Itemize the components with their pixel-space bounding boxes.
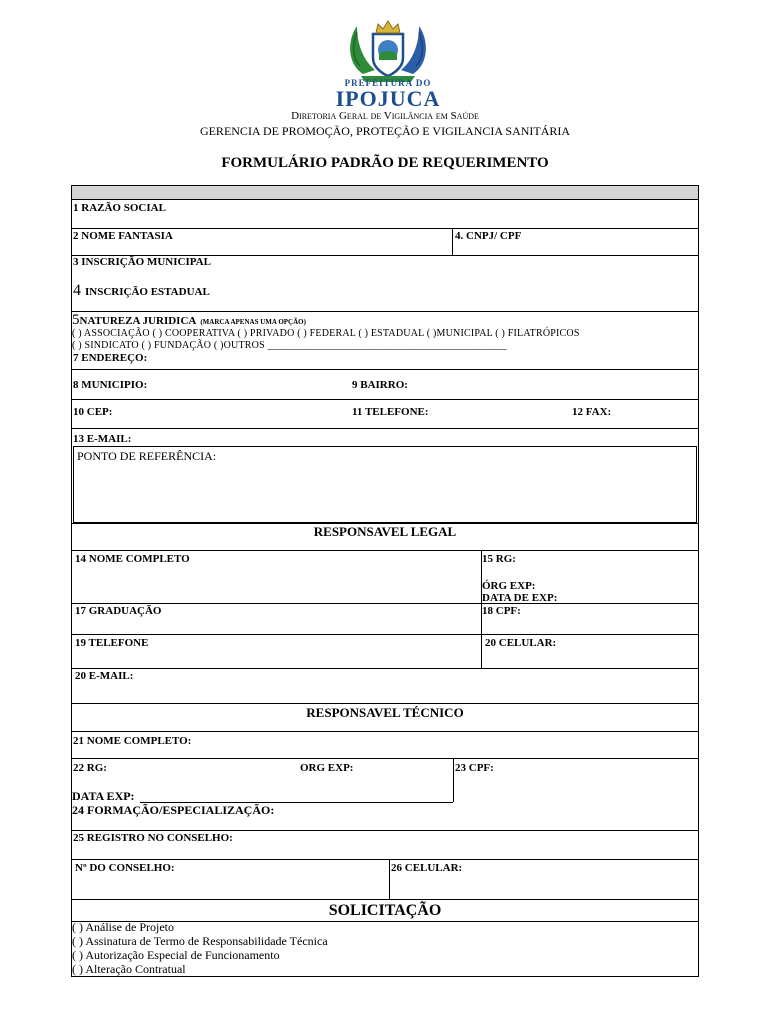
header-directorate: Diretoria Geral de Vigilância em Saúde <box>291 110 479 122</box>
tecnico-num-conselho-label: Nº DO CONSELHO: <box>75 862 175 874</box>
natureza-options-line1[interactable]: ( ) ASSOCIAÇÃO ( ) COOPERATIVA ( ) PRIVADO ( ) FEDERAL ( ) ESTADUAL ( )MUNICIPAL ( ) FILATRÓPICOS <box>72 328 580 339</box>
legal-data-exp-label: DATA DE EXP: <box>482 592 558 604</box>
inscricao-estadual-text: INSCRIÇÃO ESTADUAL <box>85 286 210 298</box>
responsavel-tecnico-title: RESPONSAVEL TÉCNICO <box>306 705 464 720</box>
tecnico-formacao-label: 24 FORMAÇÃO/ESPECIALIZAÇÃO: <box>72 803 275 817</box>
tecnico-org-exp-label: ORG EXP: <box>300 762 354 774</box>
header-department: GERENCIA DE PROMOÇÃO, PROTEÇÃO E VIGILANCIA SANITÁRIA <box>199 124 571 138</box>
responsavel-legal-title: RESPONSAVEL LEGAL <box>313 524 457 539</box>
tecnico-rg-label: 22 RG: <box>73 762 107 774</box>
email-label: 13 E-MAIL: <box>73 433 132 445</box>
form-top-bar <box>72 186 698 200</box>
solicitacao-item-termo-responsabilidade[interactable]: ( ) Assinatura de Termo de Responsabilidade Técnica <box>72 934 328 948</box>
solicitacao-item-analise-projeto[interactable]: ( ) Análise de Projeto <box>72 920 174 934</box>
natureza-number: 5 <box>72 312 80 328</box>
razao-social-label: 1 RAZÃO SOCIAL <box>73 202 166 214</box>
tecnico-cpf-label: 23 CPF: <box>455 762 494 774</box>
municipio-label: 8 MUNICIPIO: <box>73 379 148 391</box>
natureza-hint: (MARCA APENAS UMA OPÇÃO) <box>200 318 306 326</box>
legal-org-exp-label: ÓRG EXP: <box>482 580 536 592</box>
form-title: FORMULÁRIO PADRÃO DE REQUERIMENTO <box>221 155 549 171</box>
natureza-options-line2[interactable]: ( ) SINDICATO ( ) FUNDAÇÃO ( )OUTROS ______________________________________________ <box>72 340 507 351</box>
natureza-text: NATUREZA JURIDICA <box>79 315 197 327</box>
inscricao-estadual-label <box>73 282 210 300</box>
logo-city-text: IPOJUCA <box>335 86 441 111</box>
tecnico-data-exp-label: DATA EXP: <box>72 789 135 803</box>
inscricao-municipal-label: 3 INSCRIÇÃO MUNICIPAL <box>73 256 211 268</box>
tecnico-registro-label: 25 REGISTRO NO CONSELHO: <box>73 832 233 844</box>
fax-label: 12 FAX: <box>572 406 612 418</box>
legal-cpf-label: 18 CPF: <box>482 605 521 617</box>
ponto-referencia-label: PONTO DE REFERÊNCIA: <box>77 449 217 463</box>
legal-rg-label: 15 RG: <box>482 553 516 565</box>
legal-nome-label: 14 NOME COMPLETO <box>75 553 190 565</box>
coat-of-arms-icon <box>333 16 443 86</box>
cnpj-label: 4. CNPJ/ CPF <box>455 230 522 242</box>
inscricao-estadual-number: 4 <box>73 282 81 299</box>
legal-telefone-label: 19 TELEFONE <box>75 637 149 649</box>
tecnico-nome-label: 21 NOME COMPLETO: <box>73 735 192 747</box>
solicitacao-item-autorizacao-especial[interactable]: ( ) Autorização Especial de Funcionamento <box>72 948 280 962</box>
tecnico-celular-label: 26 CELULAR: <box>391 862 463 874</box>
natureza-juridica-label <box>72 311 306 329</box>
logo-top-text: PREFEITURA DO <box>344 78 432 88</box>
legal-celular-label: 20 CELULAR: <box>485 637 557 649</box>
bairro-label: 9 BAIRRO: <box>352 379 408 391</box>
cep-label: 10 CEP: <box>73 406 113 418</box>
legal-graduacao-label: 17 GRADUAÇÃO <box>75 605 162 617</box>
solicitacao-title: SOLICITAÇÃO <box>328 902 442 919</box>
logo <box>333 16 443 111</box>
nome-fantasia-label: 2 NOME FANTASIA <box>73 230 173 242</box>
endereco-label: 7 ENDEREÇO: <box>73 352 148 364</box>
solicitacao-item-alteracao-contratual[interactable]: ( ) Alteração Contratual <box>72 962 186 976</box>
legal-email-label: 20 E-MAIL: <box>75 670 134 682</box>
telefone-label: 11 TELEFONE: <box>352 406 429 418</box>
